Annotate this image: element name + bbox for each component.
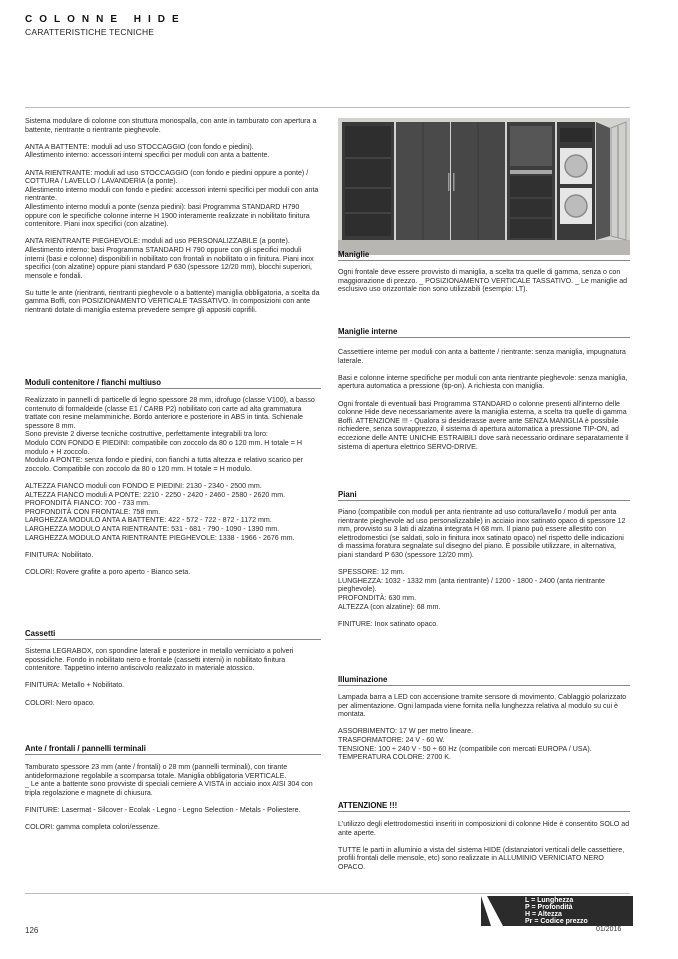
section-body-moduli [25,396,321,576]
bottom-divider [25,893,630,894]
intro-paragraph: Su tutte le ante (rientranti, rientranti pieghevole o a battente) maniglia obbligatoria, a scelta da gamma Boffi, con POSIZIONAMENTO VERTICALE TASSATIVO. In composizioni con ante rientranti dotate di maniglia esterna prevedere sempre gli appositi coprifili. [25,288,320,315]
section-body-maniglie-interne [338,348,630,451]
paragraph: Tamburato spessore 23 mm (ante / frontali) o 28 mm (pannelli terminali), con tirante antideformazione regolabile a scomparsa totale. Maniglia obbligatoria VERTICALE. _ Le ante a battente sono provviste di speciali cerniere A VISTA in acciaio inox AISI 304 con tripla regolazione e magnete di chiusura. [25,763,313,797]
section-title-attenzione: ATTENZIONE !!! [338,801,398,810]
section-title-maniglie-interne: Maniglie interne [338,327,398,336]
section-body-piani [338,508,630,628]
legend-entry: H = Altezza [525,911,562,918]
page-subtitle: CARATTERISTICHE TECNICHE [25,27,155,37]
paragraph: FINITURE: Inox satinato opaco. [338,619,439,628]
section-rule [25,388,321,389]
intro-paragraph: ANTA RIENTRANTE PIEGHEVOLE: moduli ad uso PERSONALIZZABILE (a ponte). Allestimento interno: basi Programma STANDARD H 790 oppure con gli specifici moduli interni (basi e colonne) disponibili in nobilitato con frontali in nobilitato o in finitura. Piani inox specifici (con alzatine) oppure piani standard P 630 (spessore 12/20 mm), blocchi superiori, mensole e fondali. [25,237,314,280]
intro-paragraph: ANTA A BATTENTE: moduli ad uso STOCCAGGIO (con fondo e piedini). Allestimento interno: accessori interni specifici per moduli con anta a battente. [25,142,270,160]
paragraph: FINITURE: Lasermat - Silcover - Ecolak - Legno - Legno Selection - Metals - Poliestere. [25,805,301,814]
section-rule [338,685,630,686]
section-title-moduli: Moduli contenitore / fianchi multiuso [25,378,162,387]
paragraph: TUTTE le parti in alluminio a vista del sistema HIDE (distanziatori verticali delle cassettiere, profili frontali delle mensole, etc) sono realizzate in ALLUMINIO VERNICIATO NERO OPACO. [338,845,625,871]
paragraph: Piano (compatibile con moduli per anta rientrante ad uso cottura/lavello / moduli per anta rientrante pieghevole ad uso personalizzabile) in acciaio inox satinato opaco di spessore 12 mm, provvisto su 3 lati di alzatina integrata H 68 mm. Il piano può essere allestito con elettrodomestici (se saldati, solo in finitura inox satinato opaco) nel rispetto delle indicazioni di massima foratura segnalate sul disegno del piano. È possibile utilizzare, in alternativa, piani standard P 630 (spessore 12/20 mm). [338,508,626,559]
page-title: COLONNE HIDE [25,14,186,25]
paragraph: FINITURA: Nobilitato. [25,550,94,559]
legend-entry: L = Lunghezza [525,897,574,904]
paragraph: L'utilizzo degli elettrodomestici inseriti in composizioni di colonne Hide è consentito SOLO ad ante aperte. [338,820,630,837]
paragraph: COLORI: Rovere grafite a poro aperto - Bianco seta. [25,567,191,576]
kitchen-columns-image [338,118,630,255]
legend-decoration-icon [481,896,521,926]
legend-entry: Pr = Codice prezzo [525,918,588,925]
paragraph: FINITURA: Metallo + Nobilitato. [25,681,125,690]
paragraph: COLORI: gamma completa colori/essenze. [25,823,160,832]
intro-paragraph: Sistema modulare di colonne con struttura monospalla, con ante in tamburato con apertura a battente, rientrante o rientrante pieghevole. [25,117,317,134]
section-title-piani: Piani [338,490,357,499]
paragraph: Ogni frontale di eventuali basi Programma STANDARD o colonne presenti all'interno delle colonne Hide deve necessariamente avere la maniglia esterna, a scelta tra quelle di gamma Boffi. ATTENZIONE !!! - Qualora si desiderasse avere ante SENZA MANIGLIA è possibile richiedere, senza sovrapprezzo, il sistema di apertura automatica a pressione TIP-ON, ad eccezione delle ANTE UNICHE ESTRAIBILI dove sarà necessario ordinare separatamente il sistema di apertura elettrico SERVO-DRIVE. [338,399,629,451]
paragraph: SPESSORE: 12 mm. LUNGHEZZA: 1032 - 1332 mm (anta rientrante) / 1200 - 1800 - 2400 (anta rientrante pieghevole). PROFONDITÀ: 630 mm. ALTEZZA (con alzatine): 68 mm. [338,568,605,611]
section-rule [338,337,630,338]
section-rule [25,754,321,755]
paragraph: Basi e colonne interne specifiche per moduli con anta rientrante pieghevole: senza maniglia, apertura automatica a pressione (tip-on). A richiesta con maniglia. [338,373,628,391]
paragraph: Lampada barra a LED con accensione tramite sensore di movimento. Cablaggio polarizzato per alimentazione. Ogni lampada viene fornita nella lunghezza relativa al modulo su cui è montata. [338,693,627,719]
paragraph: COLORI: Nero opaco. [25,698,95,707]
section-title-cassetti: Cassetti [25,629,56,638]
top-divider [25,107,630,108]
legend-entry: P = Profondità [525,904,573,911]
section-rule [338,811,630,812]
paragraph: Cassettiere interne per moduli con anta a battente / rientrante: senza maniglia, impugnatura laterale. [338,348,626,365]
intro-paragraph: ANTA RIENTRANTE: moduli ad uso STOCCAGGIO (con fondo e piedini oppure a ponte) / COTTURA / LAVELLO / LAVANDERIA (a ponte). Allestimento interno moduli con fondo e piedini: accessori interni specifici per moduli con anta rientrante. Allestimento interno moduli a ponte (senza piedini): basi Programma STANDARD H790 oppure con le specifiche colonne interne H 1900 interamente realizzate in nobilitato finitura contenitore. Piani inox specifici (con alzatine). [25,168,319,229]
abbreviation-legend [481,896,633,926]
intro-text [25,117,321,315]
paragraph: Ogni frontale deve essere provvisto di maniglia, a scelta tra quelle di gamma, senza o con maggiorazione di prezzo. _ POSIZIONAMENTO VERTICALE TASSATIVO. _ Le maniglie ad esclusivo uso orizzontale non sono utilizzabili (esempio: LT). [338,268,628,294]
section-title-illuminazione: Illuminazione [338,675,388,684]
paragraph: ASSORBIMENTO: 17 W per metro lineare. TRASFORMATORE: 24 V - 60 W. TENSIONE: 100 ÷ 240 V - 50 ÷ 60 Hz (compatibile con mercati EUROPA / USA). TEMPERATURA COLORE: 2700 K. [338,727,592,762]
paragraph: ALTEZZA FIANCO moduli con FONDO E PIEDINI: 2130 - 2340 - 2500 mm. ALTEZZA FIANCO moduli A PONTE: 2210 - 2250 - 2420 - 2460 - 2580 - 2620 mm. PROFONDITÀ FIANCO: 700 - 733 mm. PROFONDITÀ CON FRONTALE: 758 mm. LARGHEZZA MODULO ANTA A BATTENTE: 422 - 572 - 722 - 872 - 1172 mm. LARGHEZZA MODULO ANTA RIENTRANTE: 531 - 681 - 790 - 1090 - 1390 mm. LARGHEZZA MODULO ANTA RIENTRANTE PIEGHEVOLE: 1338 - 1966 - 2676 mm. [25,481,295,542]
paragraph: Realizzato in pannelli di particelle di legno spessore 28 mm, idrofugo (classe V100), a basso contenuto di formaldeide (classe E1 / CARB P2) nobilitato con carte ad alta grammatura trattate con resine melamminiche. Bordo anteriore e posteriore in ABS in tinta. Schienale spessore 8 mm. Sono previste 2 diverse tecniche costruttive, perfettamente integrabili tra loro: Modulo CON FONDO E PIEDINI: compatibile con zoccolo da 80 o 120 mm. H totale = H modulo + H zoccolo. Modulo A PONTE: senza fondo e piedini, con fianchi a tutta altezza e relativo scarico per zoccolo. Compatibile con zoccolo da 80 o 120 mm. H totale = H modulo. [25,396,315,473]
section-title-maniglie: Maniglie [338,250,370,259]
paragraph: Sistema LEGRABOX, con spondine laterali e posteriore in metallo verniciato a polveri epossidiche. Fondo in nobilitato nero e frontale (cassetti interni) in nobilitato finitura contenitore. Tappetino interno antiscivolo realizzato in materiale atossico. [25,647,294,673]
section-body-maniglie [338,268,630,294]
legend-lines [525,897,588,925]
section-body-illuminazione [338,693,630,762]
section-rule [25,639,321,640]
section-rule [338,500,630,501]
section-rule [338,260,630,261]
section-body-cassetti [25,647,321,707]
section-title-ante: Ante / frontali / pannelli terminali [25,744,146,753]
section-body-attenzione [338,820,630,872]
document-date: 01/2016 [596,926,622,933]
page-number: 126 [25,926,39,935]
section-body-ante [25,763,321,832]
product-photo [338,118,630,255]
